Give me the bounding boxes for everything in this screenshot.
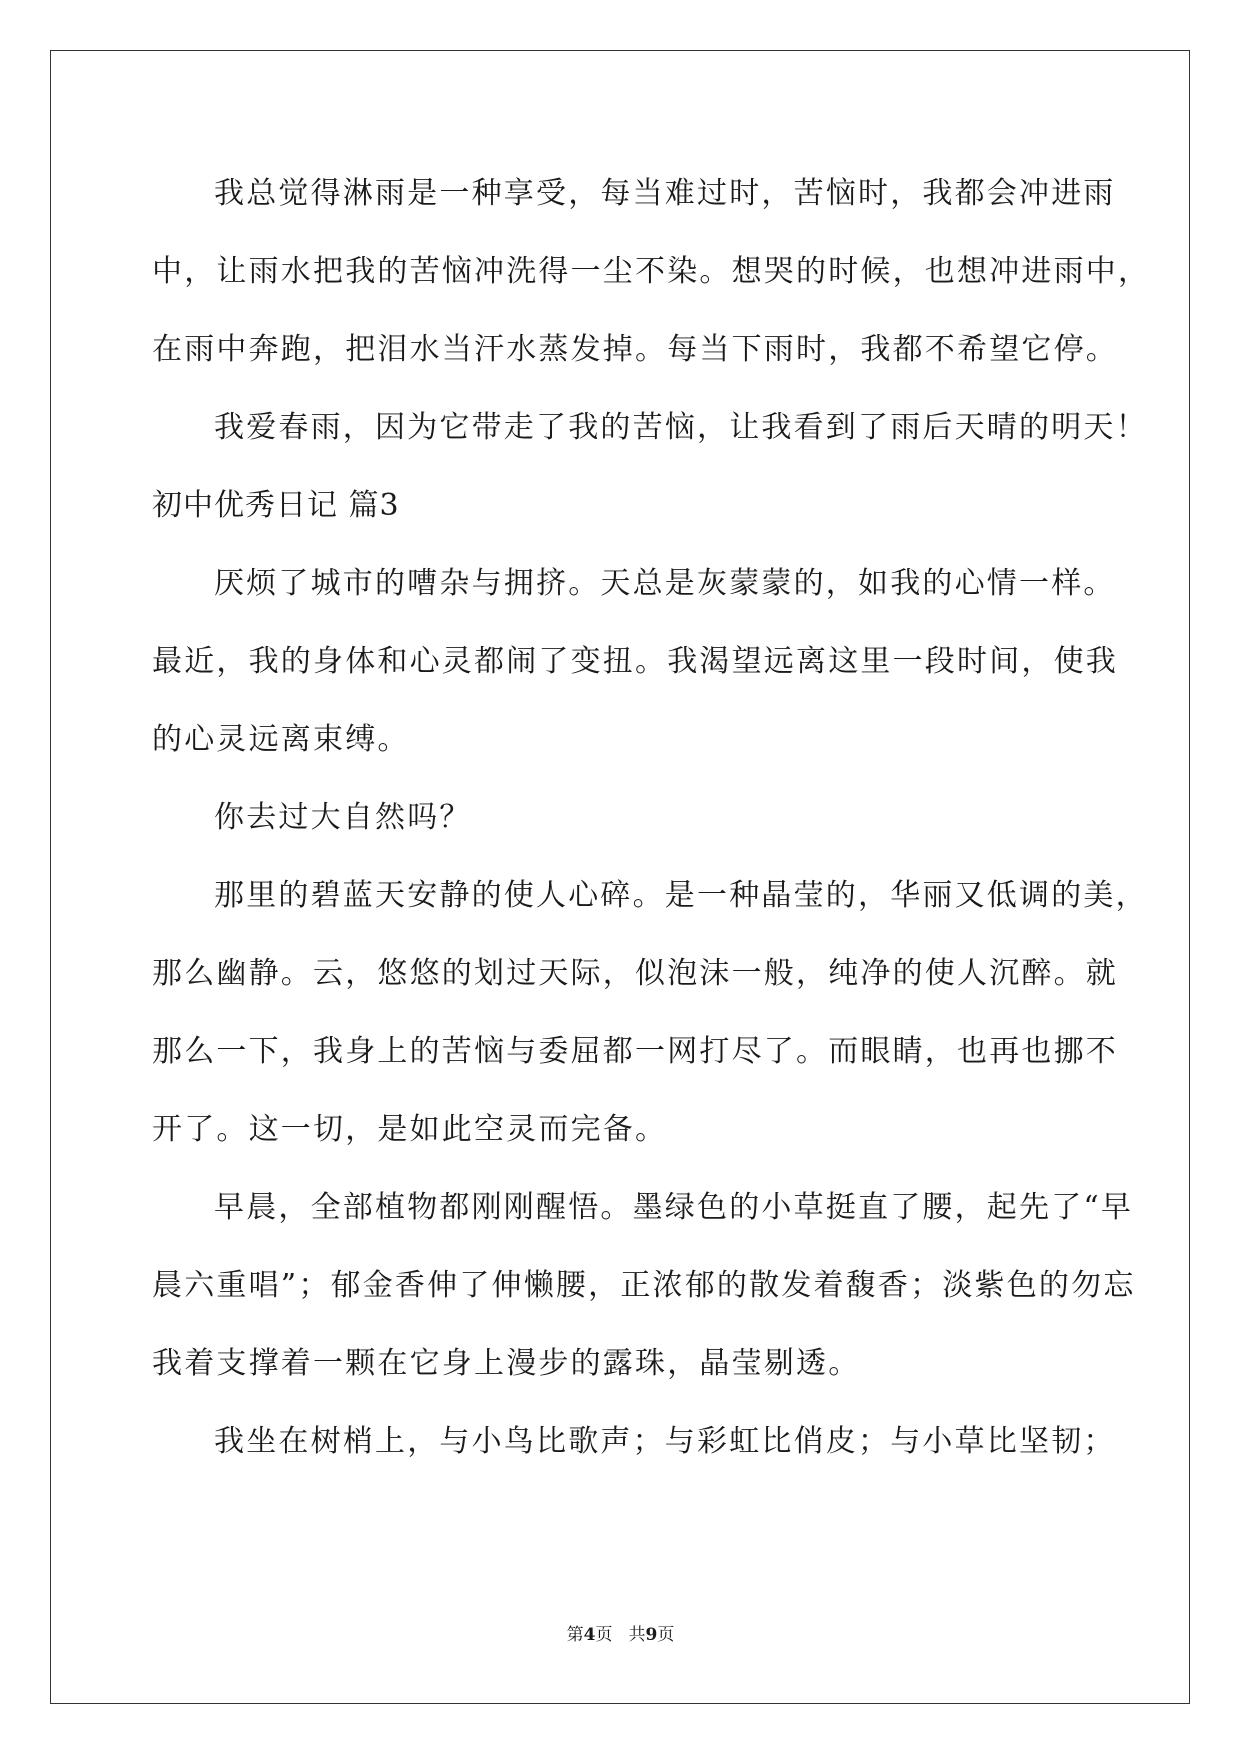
page-suffix: 页: [595, 1625, 613, 1645]
text-line: 厌烦了城市的嘈杂与拥挤。天总是灰蒙蒙的，如我的心情一样。: [214, 566, 1116, 601]
text-line: 晨六重唱”；郁金香伸了伸懒腰，正浓郁的散发着馥香；淡紫色的勿忘: [152, 1268, 1136, 1303]
page-prefix: 第: [566, 1625, 584, 1645]
text-line: 那么一下，我身上的苦恼与委屈都一网打尽了。而眼睛，也再也挪不: [152, 1034, 1118, 1069]
total-prefix: 共: [628, 1625, 646, 1645]
text-line: 中，让雨水把我的苦恼冲洗得一尘不染。想哭的时候，也想冲进雨中，: [152, 254, 1151, 289]
page-footer: [0, 1620, 1241, 1645]
text-line: 开了。这一切，是如此空灵而完备。: [152, 1112, 668, 1147]
text-line: 那里的碧蓝天安静的使人心碎。是一种晶莹的，华丽又低调的美，: [214, 878, 1148, 913]
text-line: 我爱春雨，因为它带走了我的苦恼，让我看到了雨后天晴的明天！: [214, 410, 1148, 445]
text-line: 的心灵远离束缚。: [152, 722, 410, 757]
section-heading: 初中优秀日记 篇3: [152, 488, 400, 523]
text-line: 最近，我的身体和心灵都闹了变扭。我渴望远离这里一段时间，使我: [152, 644, 1118, 679]
page-total: 9: [645, 1625, 658, 1645]
text-line: 你去过大自然吗？: [214, 800, 472, 835]
document-body: [152, 165, 1151, 1491]
text-line: 早晨，全部植物都刚刚醒悟。墨绿色的小草挺直了腰，起先了“早: [214, 1190, 1134, 1225]
text-line: 我坐在树梢上，与小鸟比歌声；与彩虹比俏皮；与小草比坚韧；: [214, 1424, 1116, 1459]
text-line: 在雨中奔跑，把泪水当汗水蒸发掉。每当下雨时，我都不希望它停。: [152, 332, 1118, 367]
text-line: 那么幽静。云，悠悠的划过天际，似泡沫一般，纯净的使人沉醉。就: [152, 956, 1118, 991]
text-line: 我着支撑着一颗在它身上漫步的露珠，晶莹剔透。: [152, 1346, 861, 1381]
total-suffix: 页: [657, 1625, 675, 1645]
page-current: 4: [583, 1625, 596, 1645]
text-line: 我总觉得淋雨是一种享受，每当难过时，苦恼时，我都会冲进雨: [214, 176, 1116, 211]
